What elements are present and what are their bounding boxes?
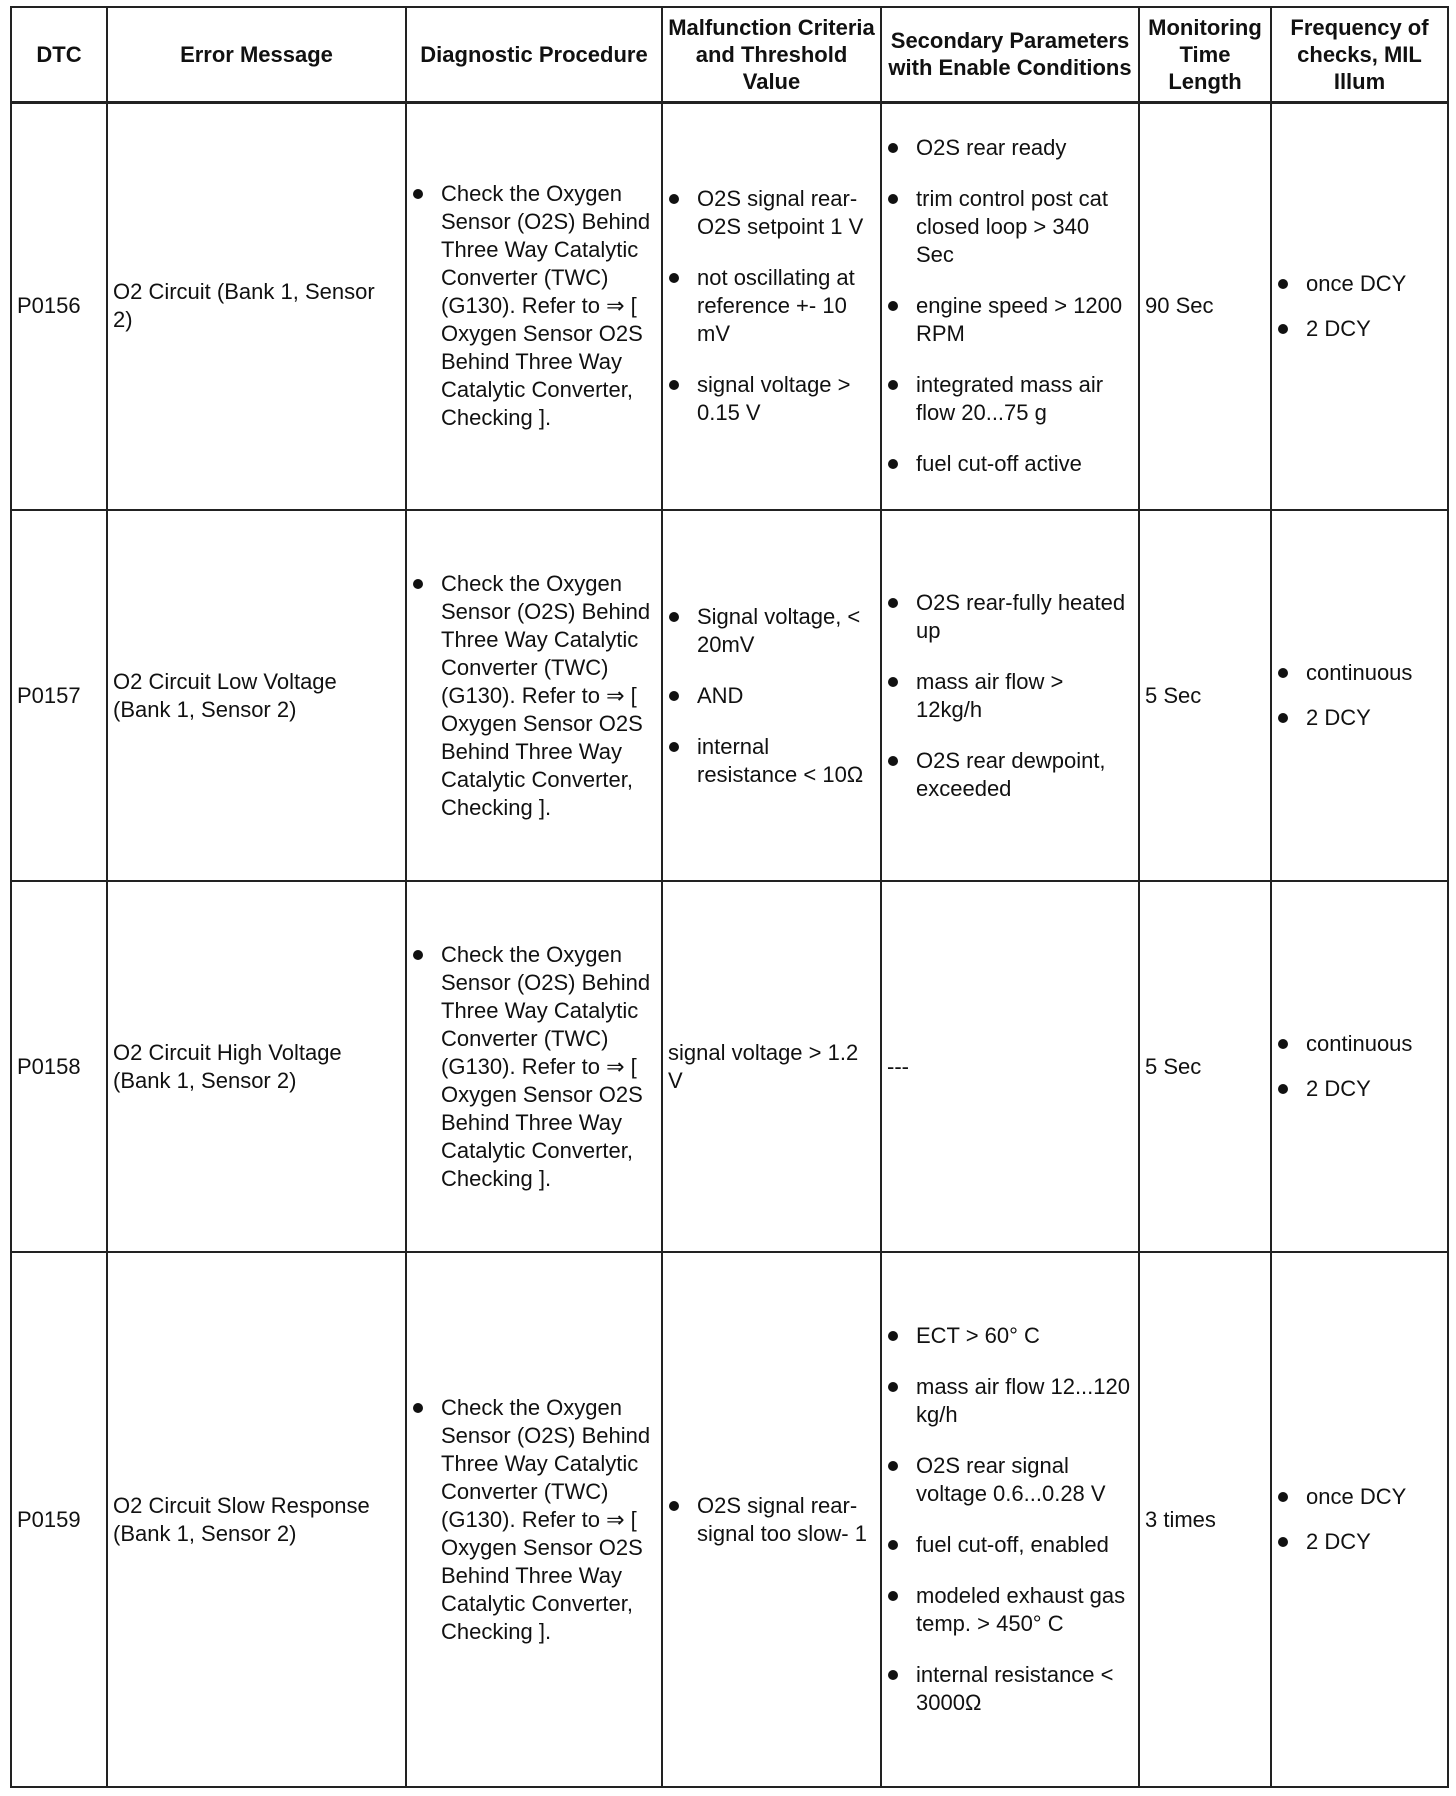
header-row (11, 7, 1448, 102)
header-dtc: DTC (11, 7, 107, 102)
list-item: not oscillating at reference +- 10 mV (668, 264, 875, 348)
list-item: Check the Oxygen Sensor (O2S) Behind Three Way Catalytic Converter (TWC) (G130). Refer to ⇒ [ Oxygen Sensor O2S Behind Three Way Catalytic Converter, Checking ]. (412, 180, 656, 432)
list-item: continuous (1277, 1030, 1442, 1058)
list-item: Check the Oxygen Sensor (O2S) Behind Three Way Catalytic Converter (TWC) (G130). Refer to ⇒ [ Oxygen Sensor O2S Behind Three Way Catalytic Converter, Checking ]. (412, 1394, 656, 1646)
header-frequency: Frequency of checks, MIL Illum (1271, 7, 1448, 102)
frequency-list (1277, 1483, 1442, 1556)
frequency-cell (1271, 510, 1448, 881)
list-item: 2 DCY (1277, 315, 1442, 343)
malfunction-criteria-cell (662, 510, 881, 881)
secondary-parameters-list (887, 134, 1133, 478)
list-item: 2 DCY (1277, 704, 1442, 732)
list-item: Signal voltage, < 20mV (668, 603, 875, 659)
dtc-code: P0156 (11, 102, 107, 510)
diagnostic-procedure-cell (406, 510, 662, 881)
frequency-list (1277, 659, 1442, 732)
list-item: continuous (1277, 659, 1442, 687)
diagnostic-procedure-list (412, 570, 656, 822)
error-message: O2 Circuit (Bank 1, Sensor 2) (107, 102, 406, 510)
list-item: internal resistance < 3000Ω (887, 1661, 1133, 1717)
frequency-list (1277, 1030, 1442, 1103)
malfunction-criteria-list (668, 1492, 875, 1548)
frequency-list (1277, 270, 1442, 343)
list-item: once DCY (1277, 270, 1442, 298)
list-item: O2S rear signal voltage 0.6...0.28 V (887, 1452, 1133, 1508)
dtc-code: P0159 (11, 1252, 107, 1787)
list-item: 2 DCY (1277, 1075, 1442, 1103)
table-row (11, 510, 1448, 881)
table-row (11, 881, 1448, 1252)
malfunction-criteria-list (668, 185, 875, 427)
list-item: trim control post cat closed loop > 340 Sec (887, 185, 1133, 269)
malfunction-criteria-list (668, 603, 875, 789)
list-item: O2S rear-fully heated up (887, 589, 1133, 645)
frequency-cell (1271, 881, 1448, 1252)
dtc-code: P0157 (11, 510, 107, 881)
list-item: internal resistance < 10Ω (668, 733, 875, 789)
error-message: O2 Circuit Slow Response (Bank 1, Sensor 2) (107, 1252, 406, 1787)
monitoring-time: 3 times (1139, 1252, 1271, 1787)
list-item: signal voltage > 0.15 V (668, 371, 875, 427)
list-item: Check the Oxygen Sensor (O2S) Behind Three Way Catalytic Converter (TWC) (G130). Refer to ⇒ [ Oxygen Sensor O2S Behind Three Way Catalytic Converter, Checking ]. (412, 941, 656, 1193)
secondary-parameters-cell (881, 1252, 1139, 1787)
secondary-parameters-text: --- (881, 881, 1139, 1252)
header-malfunction-criteria: Malfunction Criteria and Threshold Value (662, 7, 881, 102)
list-item: O2S rear dewpoint, exceeded (887, 747, 1133, 803)
list-item: once DCY (1277, 1483, 1442, 1511)
list-item: modeled exhaust gas temp. > 450° C (887, 1582, 1133, 1638)
secondary-parameters-list (887, 1322, 1133, 1717)
header-error-message: Error Message (107, 7, 406, 102)
header-diagnostic-procedure: Diagnostic Procedure (406, 7, 662, 102)
diagnostic-procedure-list (412, 180, 656, 432)
list-item: mass air flow > 12kg/h (887, 668, 1133, 724)
list-item: ECT > 60° C (887, 1322, 1133, 1350)
list-item: AND (668, 682, 875, 710)
malfunction-criteria-cell (662, 1252, 881, 1787)
diagnostic-procedure-list (412, 1394, 656, 1646)
monitoring-time: 5 Sec (1139, 881, 1271, 1252)
list-item: mass air flow 12...120 kg/h (887, 1373, 1133, 1429)
secondary-parameters-list (887, 589, 1133, 803)
list-item: Check the Oxygen Sensor (O2S) Behind Three Way Catalytic Converter (TWC) (G130). Refer to ⇒ [ Oxygen Sensor O2S Behind Three Way Catalytic Converter, Checking ]. (412, 570, 656, 822)
diagnostic-procedure-cell (406, 881, 662, 1252)
header-secondary-parameters: Secondary Parameters with Enable Conditions (881, 7, 1139, 102)
list-item: O2S signal rear- signal too slow- 1 (668, 1492, 875, 1548)
dtc-code: P0158 (11, 881, 107, 1252)
table-row (11, 1252, 1448, 1787)
diagnostic-procedure-list (412, 941, 656, 1193)
table-row (11, 102, 1448, 510)
frequency-cell (1271, 102, 1448, 510)
header-monitoring-time: Monitoring Time Length (1139, 7, 1271, 102)
diagnostic-procedure-cell (406, 1252, 662, 1787)
list-item: integrated mass air flow 20...75 g (887, 371, 1133, 427)
malfunction-criteria-text: signal voltage > 1.2 V (662, 881, 881, 1252)
list-item: fuel cut-off active (887, 450, 1133, 478)
dtc-table (10, 6, 1449, 1788)
error-message: O2 Circuit High Voltage (Bank 1, Sensor 2) (107, 881, 406, 1252)
secondary-parameters-cell (881, 510, 1139, 881)
list-item: O2S signal rear- O2S setpoint 1 V (668, 185, 875, 241)
list-item: O2S rear ready (887, 134, 1133, 162)
monitoring-time: 90 Sec (1139, 102, 1271, 510)
list-item: fuel cut-off, enabled (887, 1531, 1133, 1559)
error-message: O2 Circuit Low Voltage (Bank 1, Sensor 2) (107, 510, 406, 881)
secondary-parameters-cell (881, 102, 1139, 510)
list-item: 2 DCY (1277, 1528, 1442, 1556)
list-item: engine speed > 1200 RPM (887, 292, 1133, 348)
malfunction-criteria-cell (662, 102, 881, 510)
diagnostic-procedure-cell (406, 102, 662, 510)
frequency-cell (1271, 1252, 1448, 1787)
monitoring-time: 5 Sec (1139, 510, 1271, 881)
